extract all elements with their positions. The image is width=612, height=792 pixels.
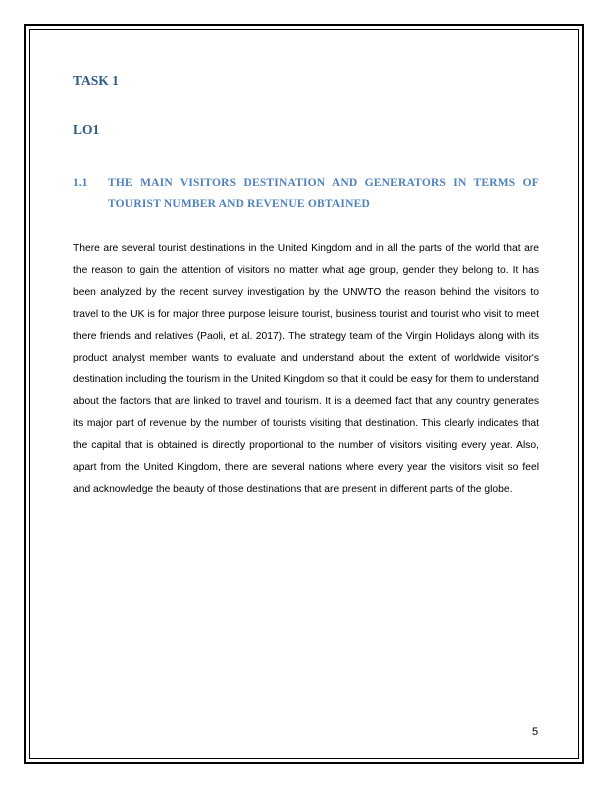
body-paragraph: There are several tourist destinations in the United Kingdom and in all the parts of the world that are the reason to gain the attention of visitors no matter what age group, gender they belong to. It has been analyzed by the recent survey investigation by the UNWTO the reason behind the visitors to travel to the UK is for major three purpose leisure tourist, business tourist and tourist who visit to meet there friends and relatives (Paoli, et al. 2017). The strategy team of the Virgin Holidays along with its product analyst member wants to evaluate and understand about the extent of worldwide visitor's destination including the tourism in the United Kingdom so that it could be easy for them to understand about the factors that are linked to travel and tourism. It is a deemed fact that any country generates its major part of revenue by the number of tourists visiting that destination. This clearly indicates that the capital that is obtained is directly proportional to the number of visitors visiting every year. Also, apart from the United Kingdom, there are several nations where every year the visitors visit so feel and acknowledge the beauty of those destinations that are present in different parts of the globe.	[73, 243, 539, 495]
section-heading	[73, 173, 539, 215]
lo-heading: LO1	[73, 122, 100, 137]
page-number: 5	[532, 726, 539, 738]
section-title: THE MAIN VISITORS DESTINATION AND GENERATORS IN TERMS OF TOURIST NUMBER AND REVENUE OBTAINED	[108, 177, 539, 210]
task-heading: TASK 1	[73, 73, 119, 88]
section-number: 1.1	[73, 177, 88, 189]
